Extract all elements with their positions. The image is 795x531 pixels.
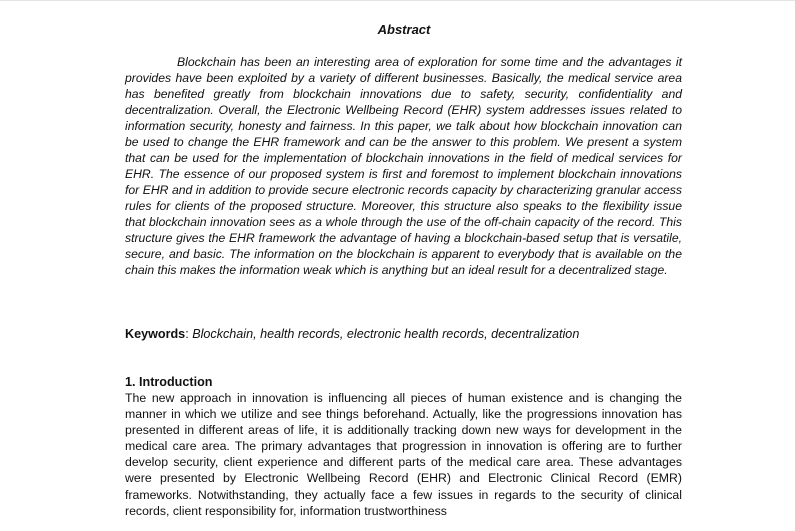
introduction-body: The new approach in innovation is influencing all pieces of human existence and is changing the manner in which we utilize and see things beforehand. Actually, like the progressions innovation has presented in different areas of life, it is additionally tracking down new ways for development in the medical care area. The primary advantages that progression in innovation is offering are to further develop security, client experience and different parts of the medical care area. These advantages were presented by Electronic Wellbeing Record (EHR) and Electronic Clinical Record (EMR) frameworks. Notwithstanding, they actually face a few issues in regards to the security of clinical records, client responsibility for, information trustworthiness [125,391,682,518]
abstract-body: Blockchain has been an interesting area of exploration for some time and the advantages it provides have been exploited by a variety of different businesses. Basically, the medical service area has benefited greatly from blockchain innovations due to safety, security, confidentiality and decentralization. Overall, the Electronic Wellbeing Record (EHR) system addresses issues related to information security, honesty and fairness. In this paper, we talk about how blockchain innovation can be used to change the EHR framework and can be the answer to this problem. We present a system that can be used for the implementation of blockchain innovations in the field of medical services for EHR. The essence of our proposed system is first and foremost to implement blockchain innovations for EHR and in addition to provide secure electronic records capacity by characterizing granular access rules for clients of the proposed structure. Moreover, this structure also speaks to the flexibility issue that blockchain innovation sees as a whole through the use of the off-chain capacity of the record. This structure gives the EHR framework the advantage of having a blockchain-based setup that is versatile, secure, and basic. The information on the blockchain is apparent to everybody that is available on the chain this makes the information weak which is anything but an ideal result for a decentralized stage. [125,55,682,277]
introduction-heading: 1. Introduction [125,375,213,389]
keywords-separator: : [185,327,193,341]
keywords-label: Keywords [125,327,186,341]
keywords-text: Blockchain, health records, electronic health records, decentralization [192,327,580,341]
keywords-line [125,326,725,342]
abstract-heading: Abstract [377,22,431,37]
